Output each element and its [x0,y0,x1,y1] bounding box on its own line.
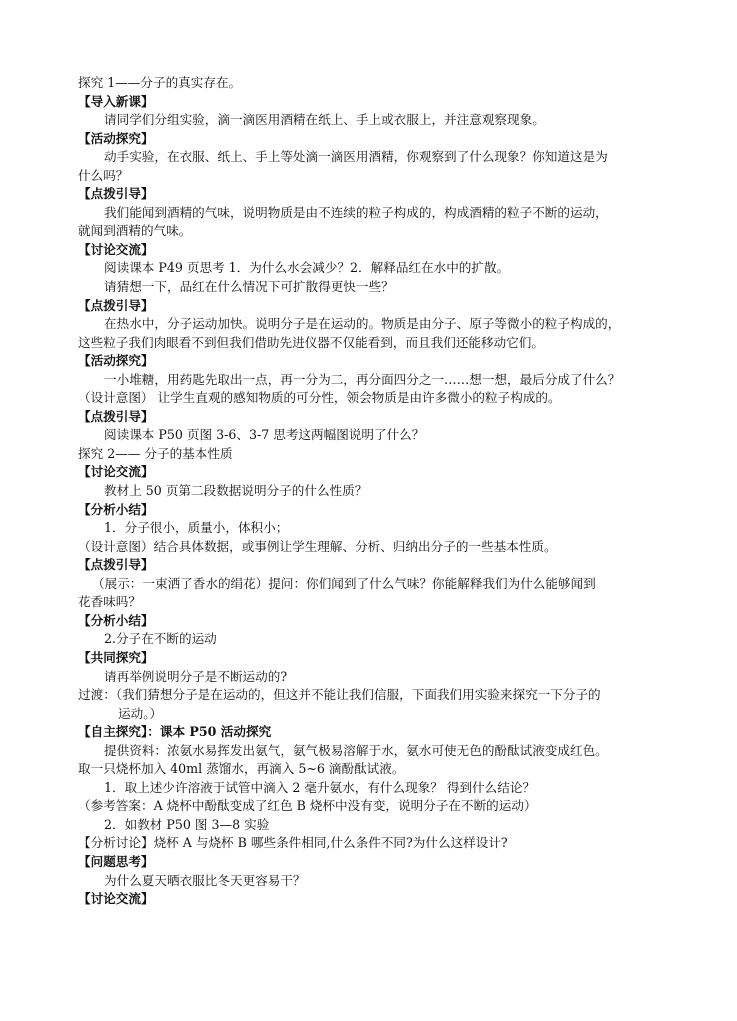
text-line: 教材上 50 页第二段数据说明分子的什么性质？ [104,483,368,499]
text-line: 运动。） [118,705,163,721]
text-line: 动手实验，在衣服、纸上、手上等处滴一滴医用酒精，你观察到了什么现象？你知道这是为 [104,149,608,165]
document-body [78,74,664,909]
text-line: 为什么夏天晒衣服比冬天更容易干？ [104,872,306,888]
section-heading: 【点拨引导】 [78,408,154,424]
section-heading: 【点拨引导】 [78,186,154,202]
text-line: 请猜想一下，品红在什么情况下可扩散得更快一些？ [104,279,394,295]
text-line: 阅读课本 P49 页思考 1．为什么水会减少？2．解释品红在水中的扩散。 [104,260,510,276]
section-heading: 【分析小结】 [78,501,154,517]
text-line: 花香味吗？ [78,594,141,610]
section-heading: 【活动探究】 [78,130,154,146]
text-line: 一小堆糖，用药匙先取出一点，再一分为二，再分面四分之一……想一想，最后分成了什么？ [104,371,621,387]
text-line: （展示：一束洒了香水的绢花）提问：你们闻到了什么气味？你能解释我们为什么能够闻到 [92,575,596,591]
text-line: 阅读课本 P50 页图 3-6、3-7 思考这两幅图说明了什么？ [104,427,425,443]
section-heading: 【导入新课】 [78,93,154,109]
text-line: 探究 2—— 分子的基本性质 [78,445,233,461]
section-heading: 【讨论交流】 [78,241,154,257]
text-line: 在热水中，分子运动加快。说明分子是在运动的。物质是由分子、原子等微小的粒子构成的， [104,316,621,332]
section-heading: 【讨论交流】 [78,891,154,907]
text-line: 1．分子很小，质量小，体积小； [104,520,289,536]
section-heading: 【分析小结】 [78,612,154,628]
section-heading: 【自主探究】：课本 P50 活动探究 [78,724,272,740]
text-line: 2．如教材 P50 图 3—8 实验 [104,816,270,832]
text-line: 【分析讨论】烧杯 A 与烧杯 B 哪些条件相同,什么条件不同?为什么这样设计? [78,835,508,851]
text-line: 取一只烧杯加入 40ml 蒸馏水，再滴入 5~6 滴酚酞试液。 [78,761,405,777]
section-heading: 【问题思考】 [78,853,154,869]
text-line: 请再举例说明分子是不断运动的? [104,668,288,684]
text-line: 过渡：（我们猜想分子是在运动的，但这并不能让我们信服，下面我们用实验来探究一下分子的 [78,687,601,703]
section-heading: 【讨论交流】 [78,464,154,480]
text-line: 什么吗？ [78,167,129,183]
text-line: 1．取上述少许溶液于试管中滴入 2 毫升氨水，有什么现象？ 得到什么结论？ [104,779,536,795]
section-heading: 【点拨引导】 [78,297,154,313]
section-heading: 【活动探究】 [78,353,154,369]
text-line: （设计意图） 让学生直观的感知物质的可分性，领会物质是由许多微小的粒子构成的。 [78,390,561,406]
text-line: （参考答案：A 烧杯中酚酞变成了红色 B 烧杯中没有变，说明分子在不断的运动） [78,798,537,814]
text-line: 2.分子在不断的运动 [104,631,217,647]
text-line: （设计意图）结合具体数据，或事例让学生理解、分析、归纳出分子的一些基本性质。 [78,538,557,554]
text-line: 探究 1——分子的真实存在。 [78,75,242,90]
text-line: 请同学们分组实验，滴一滴医用酒精在纸上、手上或衣服上，并注意观察现象。 [104,112,545,128]
section-heading: 【共同探究】 [78,649,154,665]
section-heading: 【点拨引导】 [78,557,154,573]
text-line: 我们能闻到酒精的气味，说明物质是由不连续的粒子构成的，构成酒精的粒子不断的运动， [104,204,608,220]
text-line: 这些粒子我们肉眼看不到但我们借助先进仪器不仅能看到，而且我们还能移动它们。 [78,334,544,350]
text-line: 就闻到酒精的气味。 [78,223,192,239]
text-line: 提供资料：浓氨水易挥发出氨气，氨气极易溶解于水，氨水可使无色的酚酞试液变成红色。 [104,742,608,758]
